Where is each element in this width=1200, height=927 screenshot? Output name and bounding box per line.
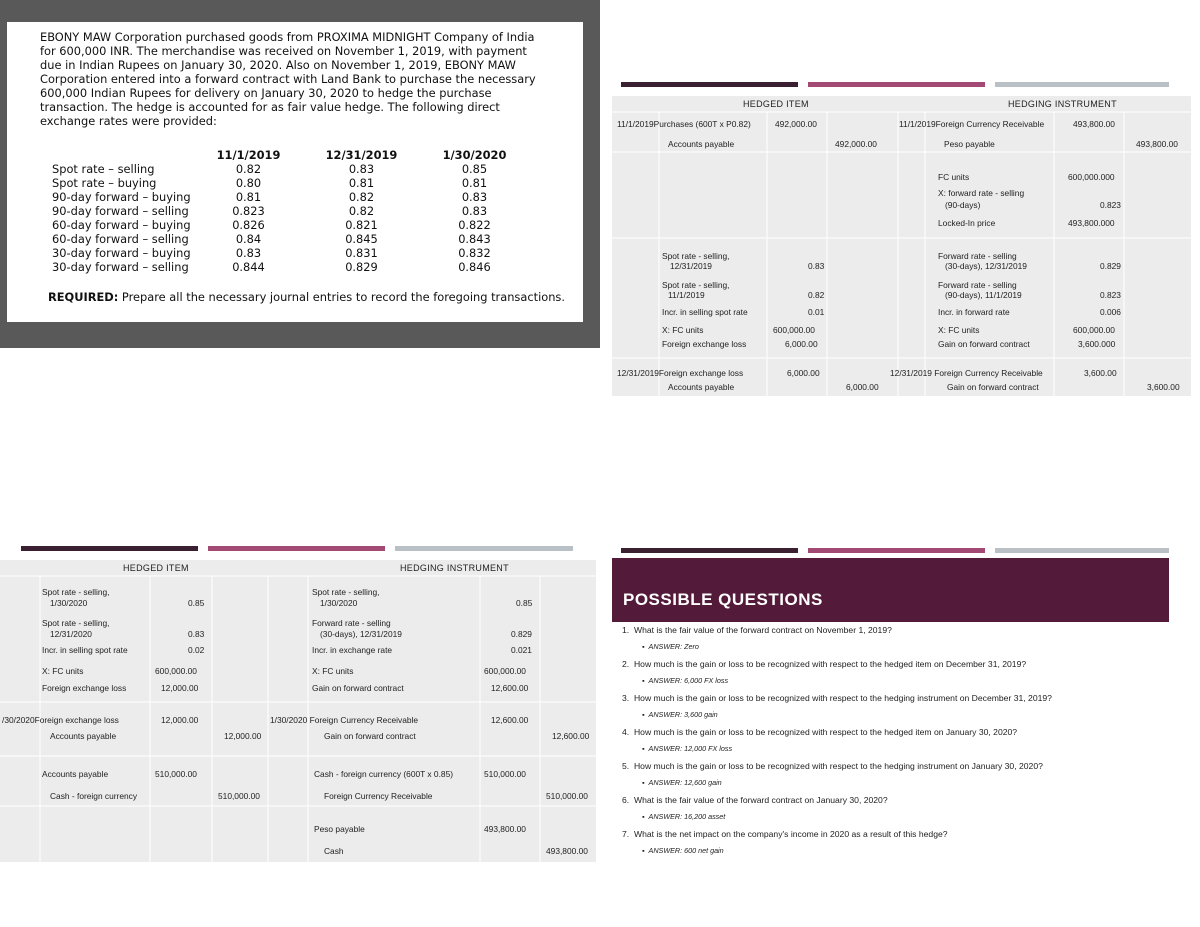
calc-value: 0.85 — [188, 598, 205, 608]
rate-value: 0.83 — [461, 190, 488, 204]
account-text: Foreign exchange loss — [658, 368, 744, 378]
answer-text: ANSWER: 12,600 gain — [648, 778, 722, 787]
entry-date — [270, 715, 418, 725]
answer-text: ANSWER: 6,000 FX loss — [648, 676, 729, 685]
date-text: /30/2020 — [2, 715, 35, 725]
rate-value: 0.822 — [458, 218, 491, 232]
rate-row — [52, 260, 531, 274]
calc-sublabel: (90-days) — [945, 200, 981, 210]
debit-amount: 12,600.00 — [491, 715, 529, 725]
rate-value: 0.832 — [458, 246, 491, 260]
rate-value: 0.81 — [235, 190, 262, 204]
calc-value: 12,000.00 — [161, 683, 199, 693]
rates-header-row — [52, 148, 531, 162]
answer-text: ANSWER: 12,000 FX loss — [648, 744, 733, 753]
credit-amount: 3,600.00 — [1147, 382, 1180, 392]
account-text: Cash - foreign currency (600T x 0.85) — [314, 769, 454, 779]
rate-value: 0.823 — [232, 204, 265, 218]
question-text: What is the fair value of the forward contract on January 30, 2020? — [633, 795, 888, 805]
calc-label: Forward rate - selling — [938, 251, 1017, 261]
question-number: 5. — [622, 761, 630, 771]
answer-text: ANSWER: 3,600 gain — [648, 710, 718, 719]
calc-value: 0.829 — [511, 629, 532, 639]
rate-value: 0.83 — [235, 246, 262, 260]
accent-bar-grey — [995, 82, 1169, 87]
calc-label: X: FC units — [312, 666, 354, 676]
calc-sublabel: (90-days), 11/1/2019 — [945, 290, 1022, 300]
required-line — [48, 290, 565, 304]
question-text: How much is the gain or loss to be recognized with respect to the hedging instrument on December 31, 2019? — [633, 693, 1052, 703]
question-item — [622, 727, 1017, 737]
rates-date-header: 1/30/2020 — [442, 148, 507, 162]
question-number: 4. — [622, 727, 630, 737]
calc-label: X: FC units — [42, 666, 84, 676]
calc-value: 0.85 — [516, 598, 533, 608]
rates-date-header: 11/1/2019 — [216, 148, 281, 162]
rate-value: 0.82 — [235, 162, 262, 176]
rate-label: 90-day forward – buying — [52, 190, 191, 204]
rate-row — [52, 204, 531, 218]
rate-value: 0.81 — [461, 176, 488, 190]
calc-label: FC units — [938, 172, 970, 182]
calc-value: 0.83 — [188, 629, 205, 639]
calc-label: Foreign exchange loss — [662, 339, 747, 349]
accent-bar-plum — [808, 548, 985, 553]
answer-item: ▪ ANSWER: 12,600 gain — [642, 778, 722, 787]
question-text: How much is the gain or loss to be recognized with respect to the hedged item on December 31, 2019? — [633, 659, 1027, 669]
account-text: Peso payable — [944, 139, 995, 149]
date-text: 12/31/2019 — [890, 368, 932, 378]
rate-row — [52, 232, 531, 246]
calc-value: 6,000.00 — [785, 339, 818, 349]
calc-label: Spot rate - selling, — [312, 587, 380, 597]
entry-date — [2, 715, 119, 725]
credit-amount: 6,000.00 — [846, 382, 879, 392]
accent-bar-dark — [621, 548, 798, 553]
rate-value: 0.85 — [461, 162, 488, 176]
calc-label: Incr. in forward rate — [938, 307, 1010, 317]
calc-value: 0.01 — [808, 307, 825, 317]
account-text: Foreign Currency Receivable — [309, 715, 419, 725]
questions-title-bar — [612, 558, 1169, 622]
calc-value: 0.823 — [1100, 200, 1121, 210]
rate-value: 0.831 — [345, 246, 378, 260]
answer-item: ▪ ANSWER: 12,000 FX loss — [642, 744, 733, 753]
calc-sublabel: (30-days), 12/31/2019 — [945, 261, 1027, 271]
debit-amount: 12,000.00 — [161, 715, 199, 725]
calc-label: Incr. in selling spot rate — [662, 307, 748, 317]
account-text: Gain on forward contract — [947, 382, 1039, 392]
calc-value: 493,800.000 — [1068, 218, 1115, 228]
calc-sublabel: 12/31/2020 — [50, 629, 92, 639]
answer-item: ▪ ANSWER: Zero — [642, 642, 699, 651]
calc-value: 600,000.00 — [773, 325, 815, 335]
answer-text: ANSWER: 16,200 asset — [648, 812, 726, 821]
rate-label: Spot rate – selling — [52, 162, 155, 176]
credit-amount: 510,000.00 — [546, 791, 588, 801]
date-text: 11/1/2019 — [617, 119, 654, 129]
debit-amount: 493,800.00 — [484, 824, 526, 834]
debit-amount: 6,000.00 — [787, 368, 820, 378]
entry-date — [899, 119, 1044, 129]
credit-amount: 12,000.00 — [224, 731, 262, 741]
calc-value: 600,000.00 — [155, 666, 197, 676]
entry-date — [617, 119, 751, 129]
calc-label: Gain on forward contract — [938, 339, 1030, 349]
rate-label: 60-day forward – selling — [52, 232, 189, 246]
rate-label: 60-day forward – buying — [52, 218, 191, 232]
calc-value: 0.02 — [188, 645, 205, 655]
accent-bar-grey — [995, 548, 1169, 553]
account-text: Accounts payable — [50, 731, 117, 741]
problem-text: EBONY MAW Corporation purchased goods from PROXIMA MIDNIGHT Company of India for 600,000 INR. The merchandise was received on November 1, 2019, with payment due in Indian Rupees on January 30, 2020. Also on November 1, 2019, EBONY MAW Corporation entered into a forward contract with Land Bank to purchase the necessary 600,000 Indian Rupees for delivery on January 30, 2020 to hedge the purchase transaction. The hedge is accounted for as fair value hedge. The following direct exchange rates were provided: — [40, 30, 536, 128]
rate-value: 0.821 — [345, 218, 378, 232]
calc-value: 600,000.00 — [1073, 325, 1115, 335]
account-text: Gain on forward contract — [324, 731, 416, 741]
date-text: 11/1/2019 — [899, 119, 936, 129]
rate-value: 0.845 — [345, 232, 378, 246]
question-text: How much is the gain or loss to be recognized with respect to the hedging instrument on January 30, 2020? — [633, 761, 1043, 771]
date-text: 1/30/2020 — [270, 715, 308, 725]
calc-label: Spot rate - selling, — [662, 251, 730, 261]
credit-amount: 493,800.00 — [546, 846, 588, 856]
credit-amount: 492,000.00 — [835, 139, 877, 149]
calc-label: Forward rate - selling — [312, 618, 391, 628]
account-text: Accounts payable — [42, 769, 109, 779]
accent-bar-plum — [808, 82, 985, 87]
calc-label: Spot rate - selling, — [662, 280, 730, 290]
calc-value: 0.82 — [808, 290, 825, 300]
rate-value: 0.82 — [348, 190, 375, 204]
question-number: 3. — [622, 693, 630, 703]
rate-value: 0.844 — [232, 260, 265, 274]
date-text: 12/31/2019 — [617, 368, 659, 378]
entries-grid — [0, 560, 596, 862]
question-item — [622, 761, 1043, 771]
account-text: Accounts payable — [668, 382, 735, 392]
question-text: How much is the gain or loss to be recognized with respect to the hedged item on January 30, 2020? — [633, 727, 1018, 737]
calc-value: 600,000.000 — [1068, 172, 1115, 182]
questions-title: POSSIBLE QUESTIONS — [623, 590, 823, 609]
rate-label: 90-day forward – selling — [52, 204, 189, 218]
rate-row — [52, 218, 531, 232]
account-text: Foreign Currency Receivable — [324, 791, 433, 801]
rate-value: 0.82 — [348, 204, 375, 218]
problem-panel — [0, 0, 600, 348]
calc-value: 600,000.00 — [484, 666, 526, 676]
calc-label: Incr. in exchange rate — [312, 645, 393, 655]
account-text: Cash — [324, 846, 344, 856]
calc-sublabel: 1/30/2020 — [320, 598, 358, 608]
calc-value: 0.823 — [1100, 290, 1121, 300]
rate-value: 0.83 — [461, 204, 488, 218]
question-text: What is the net impact on the company's income in 2020 as a result of this hedge? — [633, 829, 948, 839]
debit-amount: 510,000.00 — [484, 769, 526, 779]
calc-value: 0.021 — [511, 645, 532, 655]
account-text: Peso payable — [314, 824, 365, 834]
rate-value: 0.84 — [235, 232, 262, 246]
account-text: Cash - foreign currency — [50, 791, 138, 801]
calc-label: Incr. in selling spot rate — [42, 645, 128, 655]
question-item — [622, 625, 892, 635]
rate-value: 0.843 — [458, 232, 491, 246]
rate-label: 30-day forward – buying — [52, 246, 191, 260]
calc-label: X: FC units — [938, 325, 980, 335]
account-text: Foreign Currency Receivable — [934, 368, 1043, 378]
required-text: Prepare all the necessary journal entries to record the foregoing transactions. — [118, 290, 565, 304]
hedged-item-header: HEDGED ITEM — [743, 99, 809, 109]
question-item — [622, 829, 948, 839]
calc-value: 12,600.00 — [491, 683, 529, 693]
question-number: 6. — [622, 795, 630, 805]
answer-item: ▪ ANSWER: 16,200 asset — [642, 812, 726, 821]
rate-value: 0.81 — [348, 176, 375, 190]
hedging-instrument-header: HEDGING INSTRUMENT — [1008, 99, 1117, 109]
answer-item: ▪ ANSWER: 3,600 gain — [642, 710, 718, 719]
calc-label: Locked-In price — [938, 218, 996, 228]
credit-amount: 12,600.00 — [552, 731, 590, 741]
calc-value: 0.829 — [1100, 261, 1121, 271]
hedged-item-header: HEDGED ITEM — [123, 563, 189, 573]
debit-amount: 510,000.00 — [155, 769, 197, 779]
calc-label: X: FC units — [662, 325, 704, 335]
rate-value: 0.83 — [348, 162, 375, 176]
account-text: Foreign Currency Receivable — [935, 119, 1045, 129]
question-number: 1. — [622, 625, 630, 635]
debit-amount: 3,600.00 — [1084, 368, 1117, 378]
question-text: What is the fair value of the forward contract on November 1, 2019? — [633, 625, 892, 635]
accent-bar-dark — [21, 546, 198, 551]
rate-label: Spot rate – buying — [52, 176, 157, 190]
calc-label: Gain on forward contract — [312, 683, 404, 693]
hedging-instrument-header: HEDGING INSTRUMENT — [400, 563, 509, 573]
calc-label: Spot rate - selling, — [42, 618, 110, 628]
question-item — [622, 659, 1026, 669]
required-label: REQUIRED: — [48, 290, 119, 304]
question-number: 2. — [622, 659, 630, 669]
calc-sublabel: 1/30/2020 — [50, 598, 88, 608]
rate-value: 0.826 — [232, 218, 265, 232]
rates-date-header: 12/31/2019 — [325, 148, 398, 162]
rate-row — [52, 190, 531, 204]
rate-label: 30-day forward – selling — [52, 260, 189, 274]
credit-amount: 493,800.00 — [1136, 139, 1178, 149]
rate-row — [52, 162, 531, 176]
calc-value: 3,600.000 — [1078, 339, 1116, 349]
calc-value: 0.006 — [1100, 307, 1121, 317]
account-text: Accounts payable — [668, 139, 735, 149]
calc-sublabel: 12/31/2019 — [670, 261, 712, 271]
rate-row — [52, 246, 531, 260]
accent-bar-dark — [621, 82, 798, 87]
answer-item: ▪ ANSWER: 600 net gain — [642, 846, 724, 855]
question-item — [622, 795, 888, 805]
account-text: Purchases (600T x P0.82) — [653, 119, 751, 129]
answer-text: ANSWER: 600 net gain — [648, 846, 724, 855]
calc-sublabel: 11/1/2019 — [668, 290, 705, 300]
rates-table — [52, 148, 531, 274]
answer-text: ANSWER: Zero — [648, 642, 699, 651]
entry-date — [617, 368, 743, 378]
entry-date — [890, 368, 1043, 378]
question-number: 7. — [622, 829, 630, 839]
calc-sublabel: (30-days), 12/31/2019 — [320, 629, 402, 639]
accent-bar-plum — [208, 546, 385, 551]
accent-bar-grey — [395, 546, 573, 551]
rate-value: 0.846 — [458, 260, 491, 274]
calc-label: Forward rate - selling — [938, 280, 1017, 290]
account-text: Foreign exchange loss — [34, 715, 119, 725]
debit-amount: 493,800.00 — [1073, 119, 1115, 129]
credit-amount: 510,000.00 — [218, 791, 260, 801]
calc-label: Spot rate - selling, — [42, 587, 110, 597]
answer-item: ▪ ANSWER: 6,000 FX loss — [642, 676, 729, 685]
rate-value: 0.829 — [345, 260, 378, 274]
calc-label: X: forward rate - selling — [938, 188, 1025, 198]
question-item — [622, 693, 1052, 703]
debit-amount: 492,000.00 — [775, 119, 817, 129]
calc-label: Foreign exchange loss — [42, 683, 127, 693]
rate-value: 0.80 — [235, 176, 262, 190]
rate-row — [52, 176, 531, 190]
calc-value: 0.83 — [808, 261, 825, 271]
